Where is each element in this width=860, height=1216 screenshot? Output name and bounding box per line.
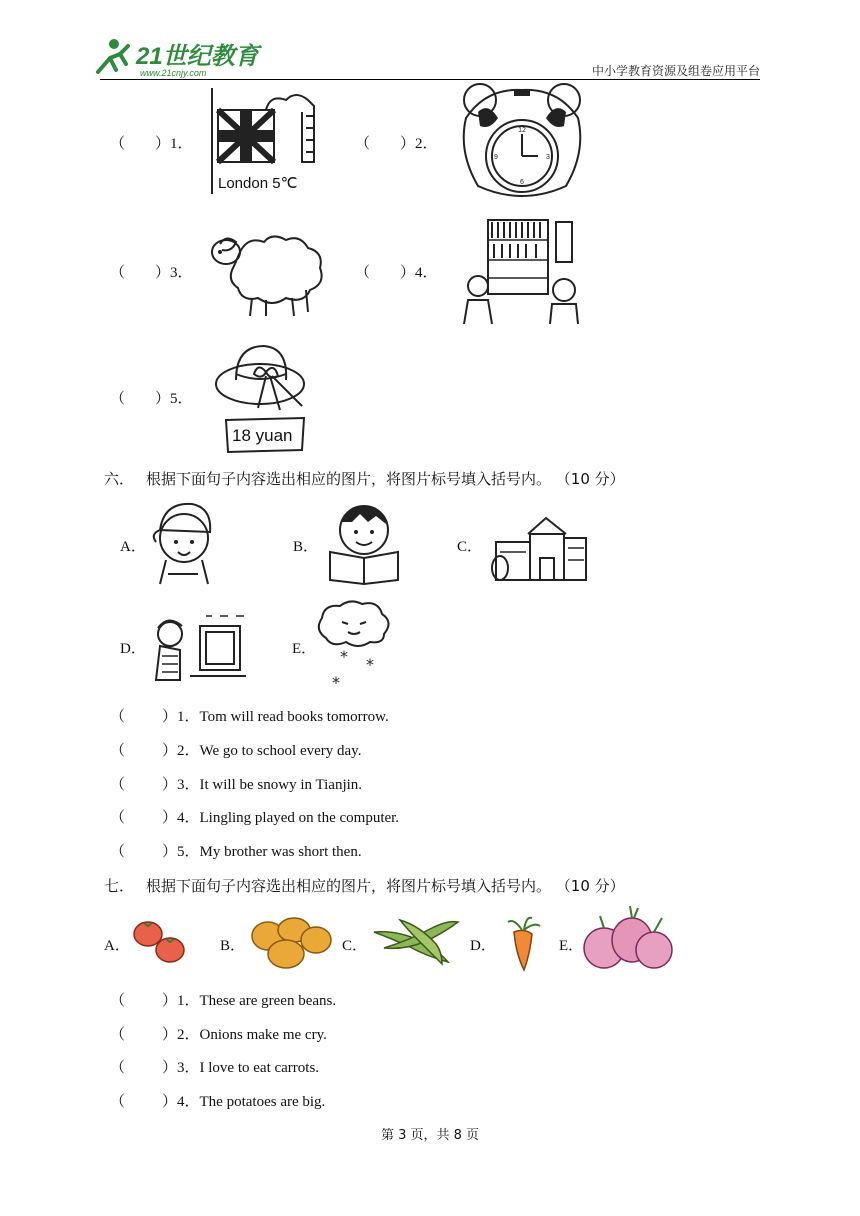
question-text: Onions make me cry. <box>199 1027 327 1043</box>
school-building-icon <box>488 512 590 582</box>
part6-question-3 <box>110 775 362 795</box>
boy-with-cap-icon <box>148 498 216 586</box>
p5-item-3-label: （ ）3． <box>110 265 193 281</box>
p5-item-5-label: （ ）5． <box>110 391 193 407</box>
part7-option-b-label: B． <box>220 938 246 954</box>
part6-question-2 <box>110 741 361 761</box>
part6-option-d-label: D． <box>120 641 146 657</box>
part7-question-2 <box>110 1025 327 1045</box>
question-number: ）1． <box>162 993 200 1009</box>
green-beans-icon <box>370 912 462 970</box>
question-number: ）3． <box>162 1060 200 1076</box>
svg-text:*: * <box>340 647 348 666</box>
question-text: My brother was short then. <box>199 844 362 860</box>
bookstore-icon <box>456 216 582 326</box>
question-text: Lingling played on the computer. <box>199 810 400 826</box>
part7-option-d-label: D． <box>470 938 496 954</box>
svg-text:12: 12 <box>518 127 526 134</box>
question-number: ）2． <box>162 743 200 759</box>
part7-question-1 <box>110 991 336 1011</box>
question-text: It will be snowy in Tianjin. <box>199 777 363 793</box>
part6-title <box>104 468 625 489</box>
answer-blank: （ <box>110 844 126 860</box>
part6-option-c-label: C． <box>457 539 483 555</box>
potatoes-icon <box>248 914 334 972</box>
answer-blank: （ <box>110 709 126 725</box>
boy-reading-book-icon <box>324 502 404 584</box>
answer-blank: （ <box>110 1060 126 1076</box>
svg-text:9: 9 <box>494 154 498 161</box>
price-caption: 18 yuan <box>232 426 293 445</box>
answer-blank: （ <box>110 743 126 759</box>
snow-cloud-icon <box>314 598 392 690</box>
p5-item-1-label: （ ）1． <box>110 136 193 152</box>
platform-name: 中小学教育资源及组卷应用平台 <box>591 64 760 78</box>
girl-at-computer-icon <box>150 614 250 682</box>
answer-blank: （ <box>110 810 126 826</box>
part7-option-e-label: E． <box>559 938 584 954</box>
page-footer: 第 3 页，共 8 页 <box>380 1128 480 1143</box>
question-text: We go to school every day. <box>199 743 362 759</box>
flag-weather-icon <box>210 88 330 196</box>
question-number: ）1． <box>162 709 200 725</box>
question-number: ）2． <box>162 1027 200 1043</box>
answer-blank: （ <box>110 777 126 793</box>
tomatoes-icon <box>130 916 188 966</box>
runner-logo-icon <box>98 39 128 72</box>
part6-question-1 <box>110 707 389 727</box>
question-number: ）4． <box>162 810 200 826</box>
question-number: ）4． <box>162 1094 200 1110</box>
p5-item-4-label: （ ）4． <box>355 265 438 281</box>
part7-number: 七． <box>104 877 135 895</box>
svg-text:*: * <box>366 655 374 674</box>
part6-option-b-label: B． <box>293 539 319 555</box>
logo-url-text: www.21cnjy.com <box>140 68 207 78</box>
question-text: Tom will read books tomorrow. <box>199 709 389 725</box>
question-number: ）3． <box>162 777 200 793</box>
part7-title <box>104 875 625 896</box>
p5-item-2-label: （ ）2． <box>355 136 438 152</box>
part6-option-a-label: A． <box>120 539 146 555</box>
site-logo <box>92 36 262 80</box>
part6-option-e-label: E． <box>292 641 317 657</box>
alarm-clock-icon <box>458 82 586 202</box>
svg-text:3: 3 <box>546 154 550 161</box>
part6-instructions: 根据下面句子内容选出相应的图片，将图片标号填入括号内。 （10 分） <box>146 470 625 488</box>
part7-option-a-label: A． <box>104 938 130 954</box>
svg-text:6: 6 <box>520 179 524 186</box>
part6-number: 六． <box>104 470 135 488</box>
logo-main-text: 21世纪教育 <box>136 43 259 70</box>
onions-icon <box>582 904 674 972</box>
header-divider <box>100 79 760 80</box>
part6-question-5 <box>110 842 362 862</box>
answer-blank: （ <box>110 993 126 1009</box>
question-text: The potatoes are big. <box>199 1094 326 1110</box>
part7-option-c-label: C． <box>342 938 368 954</box>
answer-blank: （ <box>110 1094 126 1110</box>
weather-caption: London 5℃ <box>218 175 298 192</box>
svg-text:*: * <box>332 673 340 692</box>
part6-question-4 <box>110 808 399 828</box>
part7-question-3 <box>110 1058 319 1078</box>
sheep-icon <box>208 226 328 318</box>
carrot-icon <box>502 914 544 972</box>
answer-blank: （ <box>110 1027 126 1043</box>
part7-question-4 <box>110 1092 325 1112</box>
question-number: ）5． <box>162 844 200 860</box>
part7-instructions: 根据下面句子内容选出相应的图片，将图片标号填入括号内。 （10 分） <box>146 877 625 895</box>
question-text: These are green beans. <box>199 993 337 1009</box>
question-text: I love to eat carrots. <box>199 1060 320 1076</box>
hat-price-icon <box>212 340 314 456</box>
